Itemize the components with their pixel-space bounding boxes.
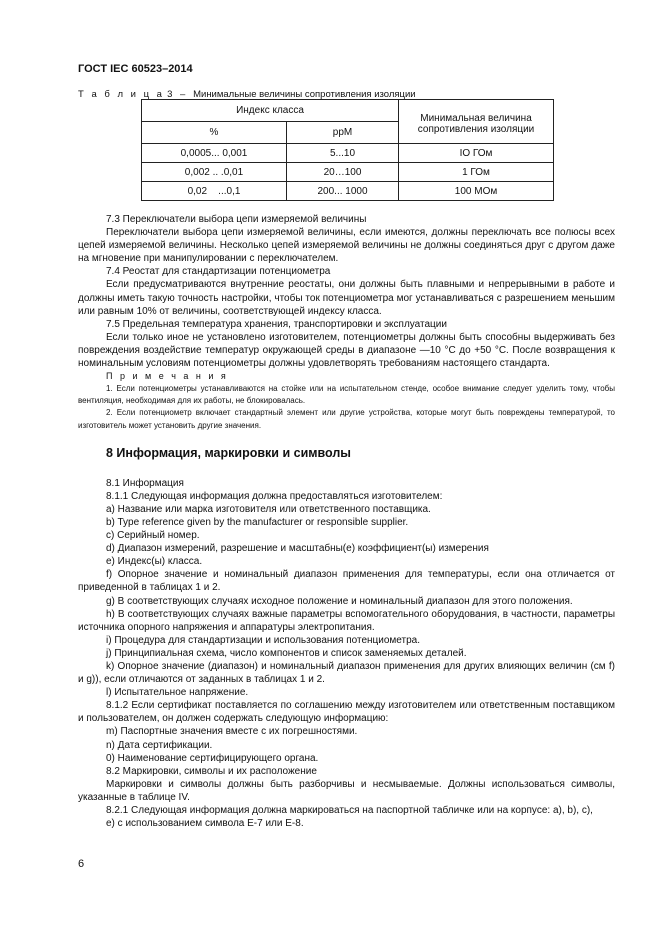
list-item: а) Название или марка изготовителя или ответственного поставщика. [106, 503, 431, 515]
cell-resistance: 1 ГОм [399, 163, 554, 182]
header-ppm: ppM [287, 122, 399, 144]
cell-percent: 0,02 ...0,1 [142, 182, 287, 201]
subsection-title-7-5: 7.5 Предельная температура хранения, транспортировки и эксплуатации [106, 318, 447, 330]
list-item: h) В соответствующих случаях важные параметры вспомогательного оборудования, в частности, параметры источника опорного напряжения и аппаратуры электропитания. [78, 608, 615, 633]
cell-ppm: 20…100 [287, 163, 399, 182]
list-item: b) Type reference given by the manufacturer or responsible supplier. [106, 516, 409, 528]
notes-title: П р и м е ч а н и я [106, 371, 229, 382]
section-8-heading: 8 Информация, маркировки и символы [106, 445, 351, 460]
list-item: е) с использованием символа Е-7 или Е-8. [106, 818, 304, 830]
list-item: i) Процедура для стандартизации и использования потенциометра. [106, 634, 420, 646]
subsection-8-1: 8.1 Информация [106, 477, 184, 489]
note-1: 1. Если потенциометры устанавливаются на стойке или на испытательном стенде, особое внимание следует уделить тому, чтобы вентиляция, необходимая для их работы, не блокировалась. [78, 384, 615, 406]
cell-percent: 0,002 .. .0,01 [142, 163, 287, 182]
paragraph-7-3: Переключатели выбора цепи измеряемой величины, если имеются, должны переключать все полюсы всех цепей измеряемой величины. Несколько цепей измеряемой величины не должны соединяться друг с другом даже на мгновение при манипулировании с переключателем. [78, 227, 615, 265]
list-item: k) Опорное значение (диапазон) и номинальный диапазон применения для других влияющих величин (см f) и g)), если отличаются от заданных в таблицах 1 и 2. [78, 661, 615, 686]
list-item: l) Испытательное напряжение. [106, 687, 249, 699]
list-item: m) Паспортные значения вместе с их погрешностями. [106, 726, 358, 738]
list-item: с) Серийный номер. [106, 530, 200, 542]
list-item: е) Индекс(ы) класса. [106, 556, 203, 568]
cell-ppm: 5...10 [287, 144, 399, 163]
table-header-row [142, 100, 554, 122]
note-2: 2. Если потенциометр включает стандартный элемент или другие устройства, которые могут быть повреждены температурой, то изготовитель может установить другие значения. [78, 408, 615, 430]
cell-resistance: IO ГОм [399, 144, 554, 163]
paragraph-7-4: Если предусматриваются внутренние реостаты, они должны быть плавными и непрерывными в работе и должны иметь такую точность настройки, чтобы ток потенциометра мог устанавливаться с разрешением меньшим или равным 10% от величины, соответствующей индексу класса. [78, 279, 615, 317]
list-item: d) Диапазон измерений, разрешение и масштабны(е) коэффициент(ы) измерения [106, 543, 489, 555]
table-row [142, 144, 554, 163]
subsection-title-7-4: 7.4 Реостат для стандартизации потенциометра [106, 266, 331, 278]
list-item: n) Дата сертификации. [106, 739, 213, 751]
paragraph-8-2: Маркировки и символы должны быть разборчивы и несмываемые. Должны использоваться символы, указанные в таблице IV. [78, 778, 615, 803]
list-item: 0) Наименование сертифицирующего органа. [106, 752, 319, 764]
subsection-8-2: 8.2 Маркировки, символы и их расположение [106, 765, 317, 777]
subsection-8-1-2: 8.1.2 Если сертификат поставляется по соглашению между изготовителем или ответственным поставщиком и пользователем, он должен содержать следующую информацию: [78, 700, 615, 725]
paragraph-7-5: Если только иное не установлено изготовителем, потенциометры должны быть способны выдерживать без повреждения воздействие температур окружающей среды в диапазоне —10 °С до +50 °С. После возвращения к номинальным условиям потенциометры должны удовлетворять требованиям настоящего стандарта. [78, 331, 615, 370]
list-item: f) Опорное значение и номинальный диапазон применения для температуры, если она отличается от приведенной в таблицах 1 и 2. [78, 569, 615, 594]
subsection-title-7-3: 7.3 Переключатели выбора цепи измеряемой величины [106, 214, 367, 225]
cell-percent: 0,0005... 0,001 [142, 144, 287, 163]
table-row [142, 182, 554, 201]
insulation-resistance-table [141, 99, 554, 201]
document-header: ГОСТ IEC 60523–2014 [78, 63, 193, 75]
table-caption-number: 3 – [167, 89, 188, 100]
header-percent: % [142, 122, 287, 144]
subsection-8-1-1: 8.1.1 Следующая информация должна предоставляться изготовителем: [106, 490, 443, 502]
header-class-index: Индекс класса [142, 100, 399, 122]
page-number: 6 [78, 858, 85, 870]
list-item: g) В соответствующих случаях исходное положение и номинальный диапазон для этого положения. [106, 595, 573, 607]
cell-resistance: 100 МОм [399, 182, 554, 201]
table-row [142, 163, 554, 182]
table-caption-title: Минимальные величины сопротивления изоляции [193, 89, 416, 100]
subsection-8-2-1: 8.2.1 Следующая информация должна маркироваться на паспортной табличке или на корпусе: а), b), с), [106, 805, 593, 817]
table-caption-label: Т а б л и ц а [78, 89, 165, 100]
list-item: j) Принципиальная схема, число компонентов и список заменяемых деталей. [106, 647, 467, 659]
header-min-resistance: Минимальная величина сопротивления изоляции [399, 100, 554, 144]
document-body [78, 213, 615, 830]
cell-ppm: 200... 1000 [287, 182, 399, 201]
